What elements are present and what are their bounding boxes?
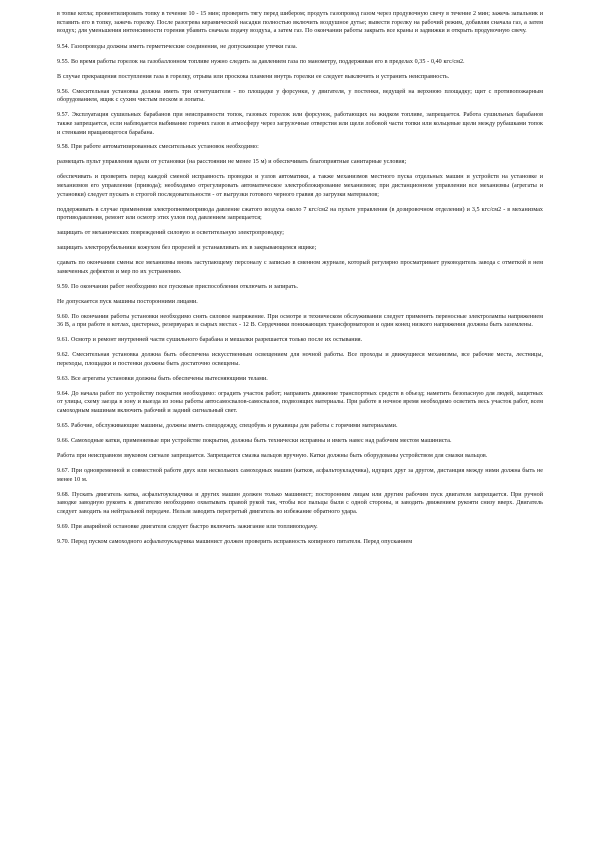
list-item: защищать электрорубильники кожухом без прорезей и устанавливать их в закрывающемся ящике; <box>57 245 317 252</box>
paragraph: Работа при неисправном звуковом сигнале запрещается. Запрещается смазка вальцов вручную. Катки должны быть оборудованы устройством для смазки вальцов. <box>57 452 488 459</box>
paragraph-9-68: 9.68. Пускать двигатель катка, асфальтоукладчика и других машин должен только машинист; посторонним лицам или другим рабочим пуск двигателя запрещается. При ручной заводке заводную рукоять к двигателю необходимо охватывать правой рукой так, чтобы все пальцы были с одной стороны, и заводить движением рукояти снизу вверх. Двигатель следует заводить на нейтральной передаче. Нельзя заводить перегретый двигатель во избежание обратного удара. <box>57 491 543 515</box>
paragraph-9-70: 9.70. Перед пуском самоходного асфальтоукладчика машинист должен проверить исправность копирного питателя. Перед опусканием <box>57 538 413 545</box>
list-item: сдавать по окончании смены все механизмы вновь заступающему персоналу с записью в сменном журнале, который регулярно просматривает руководитель завода с отметкой в нем замеченных дефектов и мер по их устранению. <box>57 260 543 275</box>
paragraph-9-58: 9.58. При работе автоматизированных смесительных установок необходимо: <box>57 144 259 151</box>
paragraph-9-69: 9.69. При аварийной остановке двигателя следует быстро включить зажигание или топливоподачу. <box>57 523 318 530</box>
list-item: обеспечивать и проверять перед каждой сменой исправность проводки и узлов автоматики, а также механизмов местного пуска отдельных машин и устройств на установке и механизмов его управления (привода); необходимо отрегулировать автоматическое электроблокирование механизмов; при дистанционном управлении все механизмы (агрегаты и установки) следует пускать в строгой последовательности - от выгрузки готового черного гравия до загрузки материалов; <box>57 174 543 198</box>
list-item: размещать пульт управления вдали от установки (на расстоянии не менее 15 м) и обеспечивать благоприятные санитарные условия; <box>57 159 407 166</box>
paragraph-9-62: 9.62. Смесительная установка должна быть обеспечена искусственным освещением для ночной работы. Все проходы и движущиеся механизмы, все рабочие места, лестницы, переходы, площадки и постенки должны быть достаточно освещены. <box>57 352 543 367</box>
paragraph-9-63: 9.63. Все агрегаты установки должны быть обеспечены вытесняющими телами. <box>57 375 268 382</box>
paragraph-9-57: 9.57. Эксплуатация сушильных барабанов при неисправности топок, газовых горелок или форсунок, работающих на жидком топливе, запрещается. Работа сушильных барабанов также запрещается, если наблюдается выбивание горячих газов в атмосферу через загрузочные отверстия или щели лобовой части топки или кольцевые щели между рубашками топок и стенками вращающегося барабана. <box>57 112 543 136</box>
paragraph-9-56: 9.56. Смесительная установка должна иметь три огнетушителя - по площадке у форсунки, у двигателя, у постенки, ведущей на верхнюю площадку; щит с противопожарным оборудованием, ящик с сухим чистым песком и лопаты. <box>57 88 543 104</box>
paragraph-9-60: 9.60. По окончании работы установки необходимо снять силовое напряжение. При осмотре и техническом обслуживании следует применять переносные электролампы напряжением 36 В, а при работе в котлах, цистернах, резервуарах и сырых местах - 12 В. Сердечники понижающих трансформаторов и один конец низкого напряжения должны быть заземлены. <box>57 313 543 329</box>
list-item: защищать от механических повреждений силовую и осветительную электропроводку; <box>57 230 284 237</box>
paragraph-9-59: 9.59. По окончании работ необходимо все пусковые приспособления отключать и запирать. <box>57 283 299 290</box>
paragraph-9-64: 9.64. До начала работ по устройству покрытия необходимо: оградить участок работ; направить движение транспортных средств в объезд; наметить безопасную для людей, защитных от улицы, схему заезда в зону и выезда из зоны работы автосамосвалов-самосвалов, подвозящих материалы. При работе в ночное время необходимо осветить весь участок работ, всем самоходным машинам включить рабочий и задний сигнальный свет. <box>57 390 543 415</box>
list-item: поддерживать в случае применения электропневмопривода давление сжатого воздуха около 7 кгс/см2 на пульте управления (в дозировочном отделении) и 3,5 кгс/см2 - в механизмах противодавления, ремонт или осмотр этих узлов под давлением запрещается; <box>57 206 543 222</box>
paragraph: в топке котла; провентилировать топку в течение 10 - 15 мин; проверить тягу перед шибером; продуть газопровод газом через продувочную свечу в течение 2 мин; зажечь запальник и вставить его в топку, зажечь горелку. После разогрева керамической насадки полностью включить воздушное дутье; вывести горелку на рабочий режим, добавляя сначала газ, а затем воздух; для уменьшения интенсивности горения убавить сначала подачу воздуха, а затем газ. По окончании работы закрыть все краны и задвижки и открыть продувочную свечу. <box>57 11 543 35</box>
paragraph-9-54: 9.54. Газопроводы должны иметь герметические соединения, не допускающие утечки газа. <box>57 43 298 50</box>
paragraph: В случае прекращения поступления газа в горелку, отрыва или проскока пламени внутрь горелки ее следует выключить и устранить неисправность. <box>57 73 450 80</box>
paragraph-9-67: 9.67. При одновременной и совместной работе двух или нескольких самоходных машин (катков, асфальтоукладчика), идущих друг за другом, дистанция между ними должна быть не менее 10 м. <box>57 467 543 483</box>
paragraph-9-66: 9.66. Самоходные катки, применяемые при устройстве покрытия, должны быть технически исправны и иметь навес над рабочим местом машиниста. <box>57 438 452 444</box>
paragraph-9-61: 9.61. Осмотр и ремонт внутренней части сушильного барабана и мешалки разрешается только после их остывания. <box>57 337 363 344</box>
document-page <box>57 10 543 836</box>
paragraph-9-55: 9.55. Во время работы горелок на газобаллонном топливе нужно следить за давлением газа по манометру, поддерживая его в пределах 0,35 - 0,40 кгс/см2. <box>57 58 465 65</box>
paragraph-9-65: 9.65. Рабочие, обслуживающие машины, должны иметь спецодежду, спецобувь и рукавицы для работы с горячими материалами. <box>57 423 398 430</box>
paragraph: Не допускается пуск машины посторонними лицами. <box>57 298 198 305</box>
